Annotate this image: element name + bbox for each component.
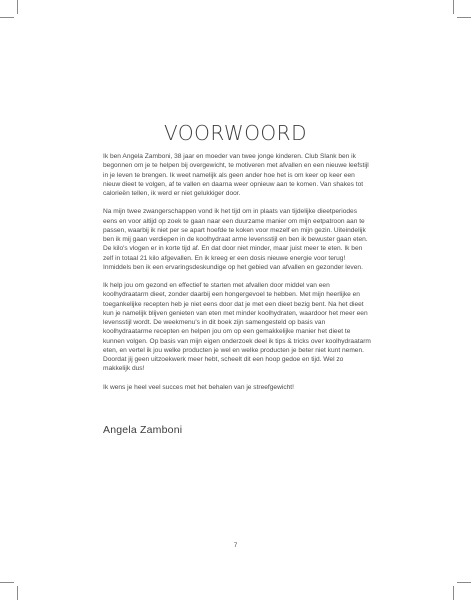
body-text xyxy=(103,152,371,401)
crop-mark-top-right-horizontal xyxy=(457,17,471,18)
crop-mark-top-left-horizontal xyxy=(0,17,14,18)
crop-mark-bottom-left-horizontal xyxy=(0,582,14,583)
paragraph-intro: Ik ben Angela Zamboni, 38 jaar en moeder van twee jonge kinderen. Club Slank ben ik begonnen om je te helpen bij overgewicht, te motiveren met afvallen en een nieuwe leefstijl in je leven te brengen. Ik weet namelijk als geen ander hoe het is om keer op keer een nieuw dieet te volgen, af te vallen en daarna weer opnieuw aan te komen. Van shakes tot calorieën tellen, ik werd er niet gelukkiger door. xyxy=(103,153,369,197)
paragraph-help: Ik help jou om gezond en effectief te starten met afvallen door middel van een koolhydraatarm dieet, zonder daarbij een hongergevoel te hebben. Met mijn heerlijke en toegankelijke recepten heb je niet eens door dat je met een dieet bezig bent. Na het dieet kun je namelijk blijven genieten van eten met minder koolhydraten, waardoor het meer een levensstijl wordt. De weekmenu's in dit boek zijn samengesteld op basis van koolhydraatarme recepten en helpen jou om op een gemakkelijke manier het dieet te kunnen volgen. Op basis van mijn eigen onderzoek deel ik tips & tricks over koolhydraatarm eten, en vertel ik jou welke producten je wel en welke producten je beter niet kunt nemen. Doordat jij geen uitzoekwerk meer hebt, scheelt dit een hoop gedoe en tijd. Wel zo makkelijk dus! xyxy=(103,282,371,373)
crop-mark-top-left-vertical xyxy=(17,0,18,14)
page-number: 7 xyxy=(233,542,238,549)
crop-mark-top-right-vertical xyxy=(453,0,454,14)
paragraph-closing: Ik wens je heel veel succes met het behalen van je streefgewicht! xyxy=(103,383,294,391)
author-signature: Angela Zamboni xyxy=(103,424,183,436)
crop-mark-bottom-right-vertical xyxy=(453,586,454,600)
crop-mark-bottom-left-vertical xyxy=(17,586,18,600)
crop-mark-bottom-right-horizontal xyxy=(457,582,471,583)
paragraph-history: Na mijn twee zwangerschappen vond ik het tijd om in plaats van tijdelijke dieetperiodes eens en voor altijd op zoek te gaan naar een duurzame manier om mijn eetpatroon aan te passen, waarbij ik niet per se apart hoefde te koken voor mezelf en mijn gezin. Uiteindelijk ben ik mij gaan verdiepen in de koolhydraat arme levensstijl en ben ik bewuster gaan eten. De kilo's vlogen er in korte tijd af. En dat door niet minder, maar juist meer te eten. Ik ben zelf in totaal 21 kilo afgevallen. En ik kreeg er een dosis nieuwe energie voor terug! Inmiddels ben ik een ervaringsdeskundige op het gebied van afvallen en gezonder leven. xyxy=(103,208,368,271)
page-title: VOORWOORD xyxy=(164,121,307,145)
